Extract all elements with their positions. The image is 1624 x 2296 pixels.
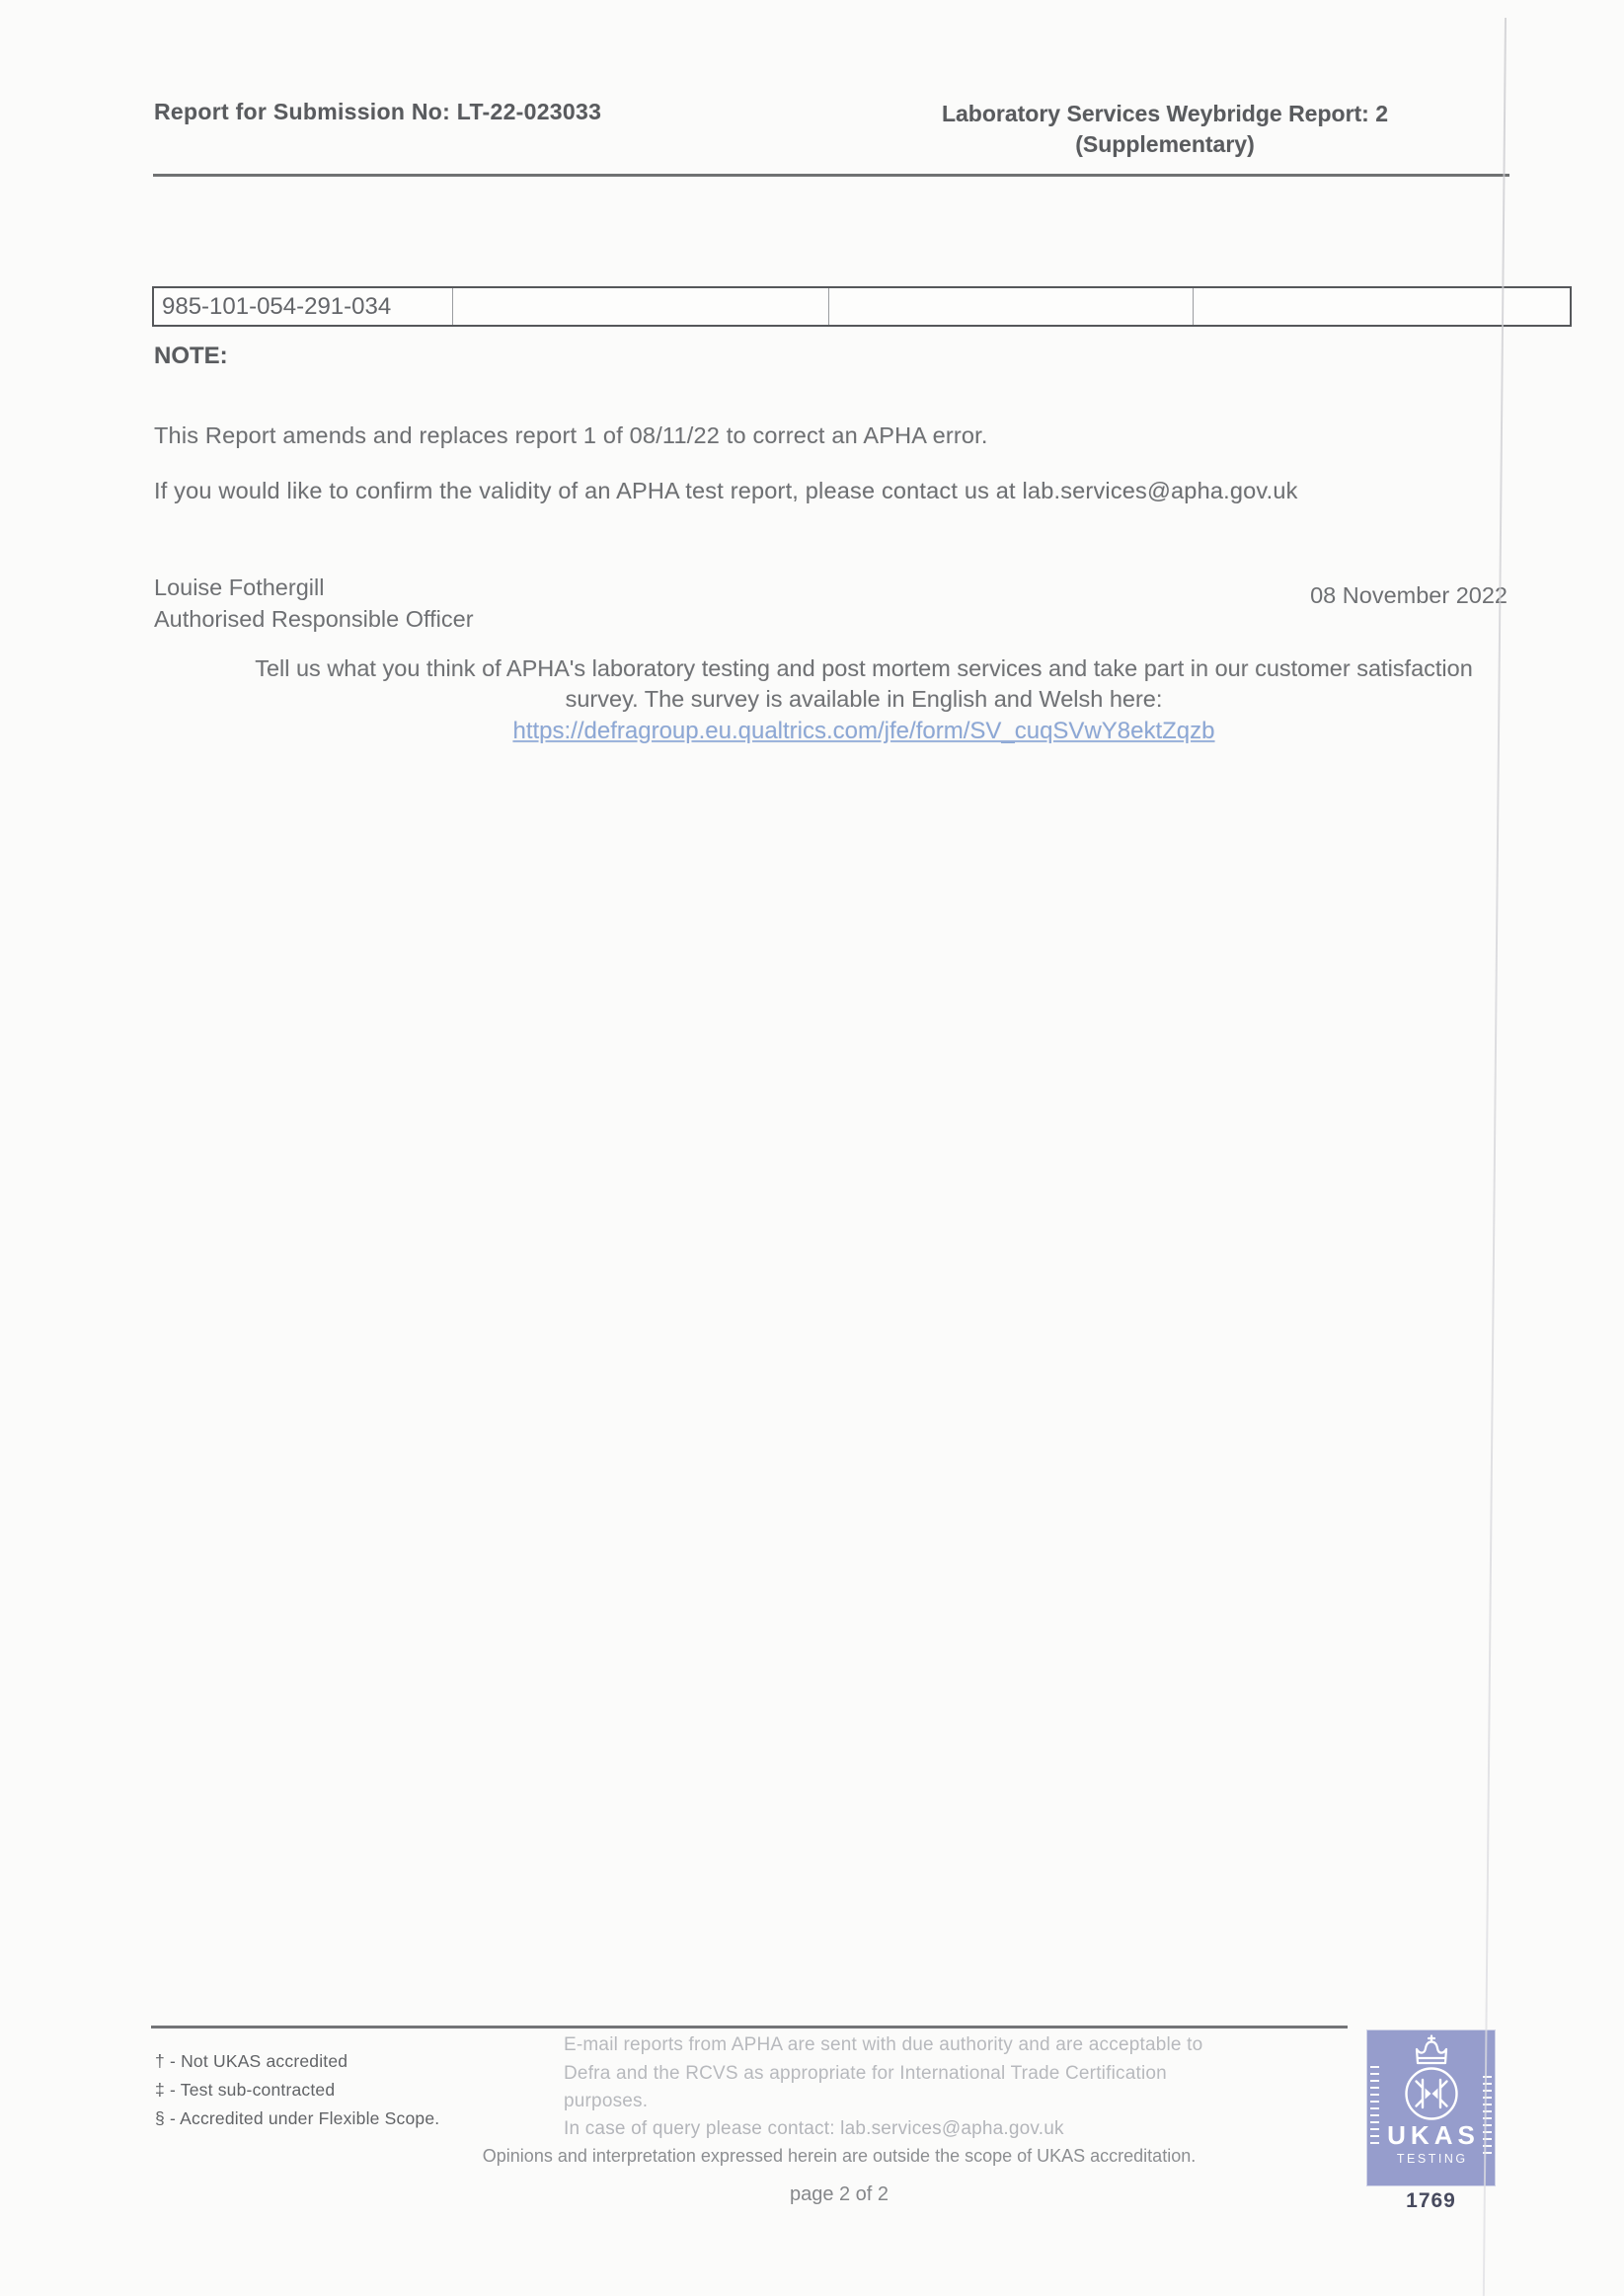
empty-table-cell xyxy=(453,288,829,325)
signatory-name: Louise Fothergill xyxy=(154,574,325,600)
empty-table-cell xyxy=(829,288,1194,325)
ukas-mark-icon xyxy=(1402,2064,1461,2123)
report-date: 08 November 2022 xyxy=(1310,582,1508,608)
scan-edge-artifact xyxy=(1483,18,1507,2296)
query-contact-note: In case of query please contact: lab.services@apha.gov.uk xyxy=(564,2118,1064,2139)
ukas-accreditation-number: 1769 xyxy=(1406,2189,1456,2212)
header-report-subtitle: (Supplementary) xyxy=(1075,131,1255,157)
footer-rule xyxy=(151,2026,1348,2028)
header-rule xyxy=(153,174,1509,177)
footnote-subcontracted: ‡ - Test sub-contracted xyxy=(155,2080,336,2100)
email-authority-note xyxy=(564,2031,1202,2116)
note-heading: NOTE: xyxy=(154,343,228,369)
opinions-disclaimer: Opinions and interpretation expressed herein are outside the scope of UKAS accreditation. xyxy=(482,2146,1197,2166)
survey-text-line1: Tell us what you think of APHA's laboratory testing and post mortem services and take part in our customer satisfaction xyxy=(255,655,1473,681)
header-report-title-line: Laboratory Services Weybridge Report: 2 xyxy=(941,101,1389,126)
ukas-category: TESTING xyxy=(1396,2152,1468,2166)
page-number: page 2 of 2 xyxy=(789,2183,889,2205)
email-note-line2: Defra and the RCVS as appropriate for International Trade Certification xyxy=(564,2062,1167,2084)
ukas-acronym: UKAS xyxy=(1387,2120,1480,2150)
amendment-note-text: This Report amends and replaces report 1 of 08/11/22 to correct an APHA error. xyxy=(154,422,988,448)
ruler-ticks-icon xyxy=(1370,2066,1379,2147)
footnote-flexible-scope: § - Accredited under Flexible Scope. xyxy=(155,2108,440,2128)
survey-link[interactable]: https://defragroup.eu.qualtrics.com/jfe/form/SV_cuqSVwY8ektZqzb xyxy=(512,718,1215,744)
footnote-not-accredited: † - Not UKAS accredited xyxy=(155,2051,348,2071)
email-note-line1: E-mail reports from APHA are sent with due authority and are acceptable to xyxy=(564,2034,1203,2055)
ukas-logo xyxy=(1367,2030,1495,2185)
accreditation-footnotes xyxy=(155,2047,439,2133)
sample-id-table xyxy=(152,286,1572,327)
empty-table-cell xyxy=(1194,288,1570,325)
validity-note-text: If you would like to confirm the validity of an APHA test report, please contact us at lab.services@apha.gov.uk xyxy=(154,478,1298,503)
signatory-role: Authorised Responsible Officer xyxy=(154,606,474,632)
email-note-line3: purposes. xyxy=(564,2091,649,2111)
survey-invitation xyxy=(153,653,1575,746)
sample-id-cell: 985-101-054-291-034 xyxy=(154,288,453,325)
survey-text-line2: survey. The survey is available in English and Welsh here: xyxy=(565,686,1163,712)
header-submission-title: Report for Submission No: LT-22-023033 xyxy=(154,99,602,124)
crown-icon xyxy=(1409,2034,1454,2066)
header-report-title xyxy=(889,99,1441,160)
